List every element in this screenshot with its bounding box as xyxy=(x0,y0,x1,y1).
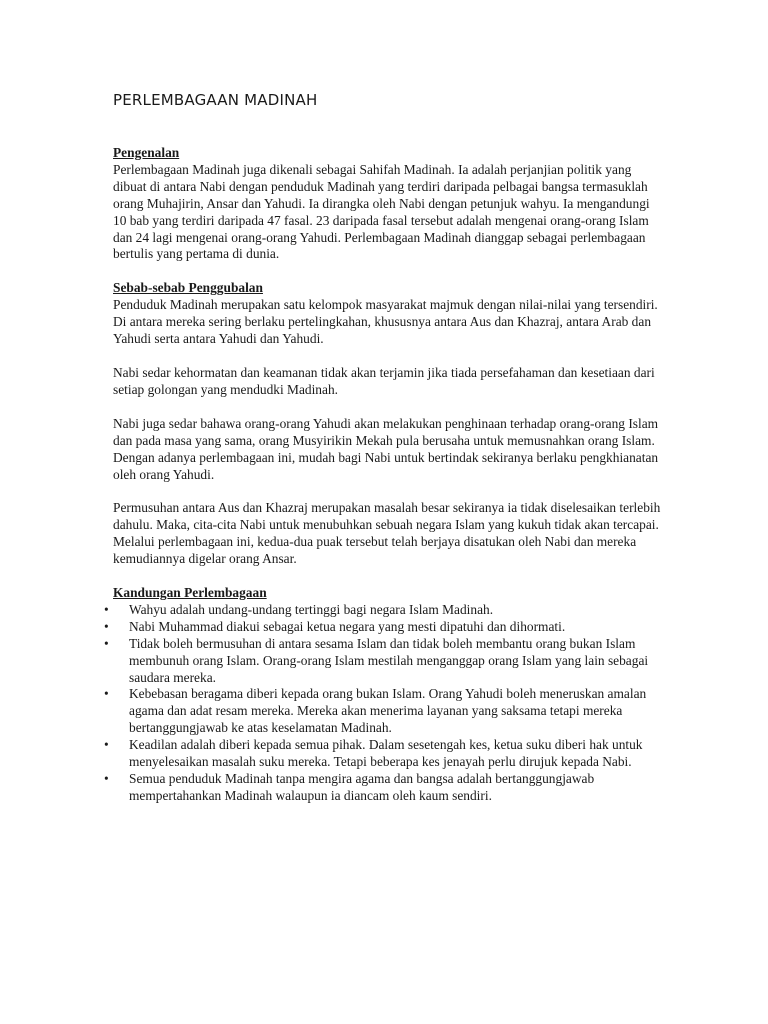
list-item xyxy=(104,601,661,619)
bullet-icon: • xyxy=(104,635,109,651)
paragraph: Permusuhan antara Aus dan Khazraj merupakan masalah besar sekiranya ia tidak diselesaikan terlebih dahulu. Maka, cita-cita Nabi untuk menubuhkan sebuah negara Islam yang kukuh tidak akan tercapai. Melalui perlembagaan ini, kedua-dua puak tersebut telah berjaya disatukan oleh Nabi dan mereka kemudiannya digelar orang Ansar. xyxy=(113,500,661,567)
section-sebab-penggubalan xyxy=(113,280,661,568)
list-item xyxy=(104,771,661,805)
bullet-icon: • xyxy=(104,737,109,753)
bullet-icon: • xyxy=(104,771,109,786)
list-item xyxy=(104,737,661,771)
list-item-text: Kebebasan beragama diberi kepada orang bukan Islam. Orang Yahudi boleh meneruskan amalan agama dan adat resam mereka. Mereka akan menerima layanan yang saksama tetapi mereka bertanggungjawab ke atas keselamatan Madinah. xyxy=(129,686,647,736)
paragraph: Nabi juga sedar bahawa orang-orang Yahudi akan melakukan penghinaan terhadap orang-orang Islam dan pada masa yang sama, orang Musyirikin Mekah pula berusaha untuk memusnahkan orang Islam. Dengan adanya perlembagaan ini, mudah bagi Nabi untuk bertindak sekiranya berlaku pengkhianatan oleh orang Yahudi. xyxy=(113,415,659,482)
paragraph: Nabi sedar kehormatan dan keamanan tidak akan terjamin jika tiada persefahaman dan kesetiaan dari setiap golongan yang mendudki Madinah. xyxy=(113,364,655,397)
list-item-text: Nabi Muhammad diakui sebagai ketua negara yang mesti dipatuhi dan dihormati. xyxy=(129,618,566,634)
list-item-text: Wahyu adalah undang-undang tertinggi bagi negara Islam Madinah. xyxy=(129,601,494,617)
paragraph: Perlembagaan Madinah juga dikenali sebagai Sahifah Madinah. Ia adalah perjanjian politik yang dibuat di antara Nabi dengan penduduk Madinah yang terdiri daripada pelbagai bangsa termasuklah orang Muhajirin, Ansar dan Yahudi. Ia dirangka oleh Nabi dengan petunjuk wahyu. Ia mengandungi 10 bab yang terdiri daripada 47 fasal. 23 daripada fasal tersebut adalah mengenai orang-orang Islam dan 24 lagi mengenai orang-orang Yahudi. Perlembagaan Madinah dianggap sebagai perlembagaan bertulis yang pertama di dunia. xyxy=(113,161,650,262)
bullet-icon: • xyxy=(104,601,109,617)
paragraph: Penduduk Madinah merupakan satu kelompok masyarakat majmuk dengan nilai-nilai yang tersendiri. Di antara mereka sering berlaku pertelingkahan, khususnya antara Aus dan Khazraj, antara Arab dan Yahudi serta antara Yahudi dan Yahudi. xyxy=(113,297,658,347)
contents-list xyxy=(104,601,661,805)
document-title: PERLEMBAGAAN MADINAH xyxy=(113,91,318,109)
section-heading: Sebab-sebab Penggubalan xyxy=(113,280,263,296)
section-kandungan xyxy=(104,585,661,805)
section-heading: Pengenalan xyxy=(113,145,180,160)
bullet-icon: • xyxy=(104,686,109,702)
document-body xyxy=(104,145,661,805)
section-pengenalan xyxy=(113,145,661,263)
list-item-text: Tidak boleh bermusuhan di antara sesama Islam dan tidak boleh membantu orang bukan Islam membunuh orang Islam. Orang-orang Islam mestilah menganggap orang Islam yang lain sebagai saudara mereka. xyxy=(129,635,649,685)
section-heading: Kandungan Perlembagaan xyxy=(113,585,267,601)
list-item xyxy=(104,686,661,737)
list-item-text: Keadilan adalah diberi kepada semua pihak. Dalam sesetengah kes, ketua suku diberi hak untuk menyelesaikan masalah suku mereka. Tetapi beberapa kes jenayah perlu dirujuk kepada Nabi. xyxy=(129,737,643,770)
list-item xyxy=(104,635,661,687)
list-item xyxy=(104,618,661,636)
bullet-icon: • xyxy=(104,618,109,634)
list-item-text: Semua penduduk Madinah tanpa mengira agama dan bangsa adalah bertanggungjawab mempertahankan Madinah walaupun ia diancam oleh kaum sendiri. xyxy=(129,771,595,803)
